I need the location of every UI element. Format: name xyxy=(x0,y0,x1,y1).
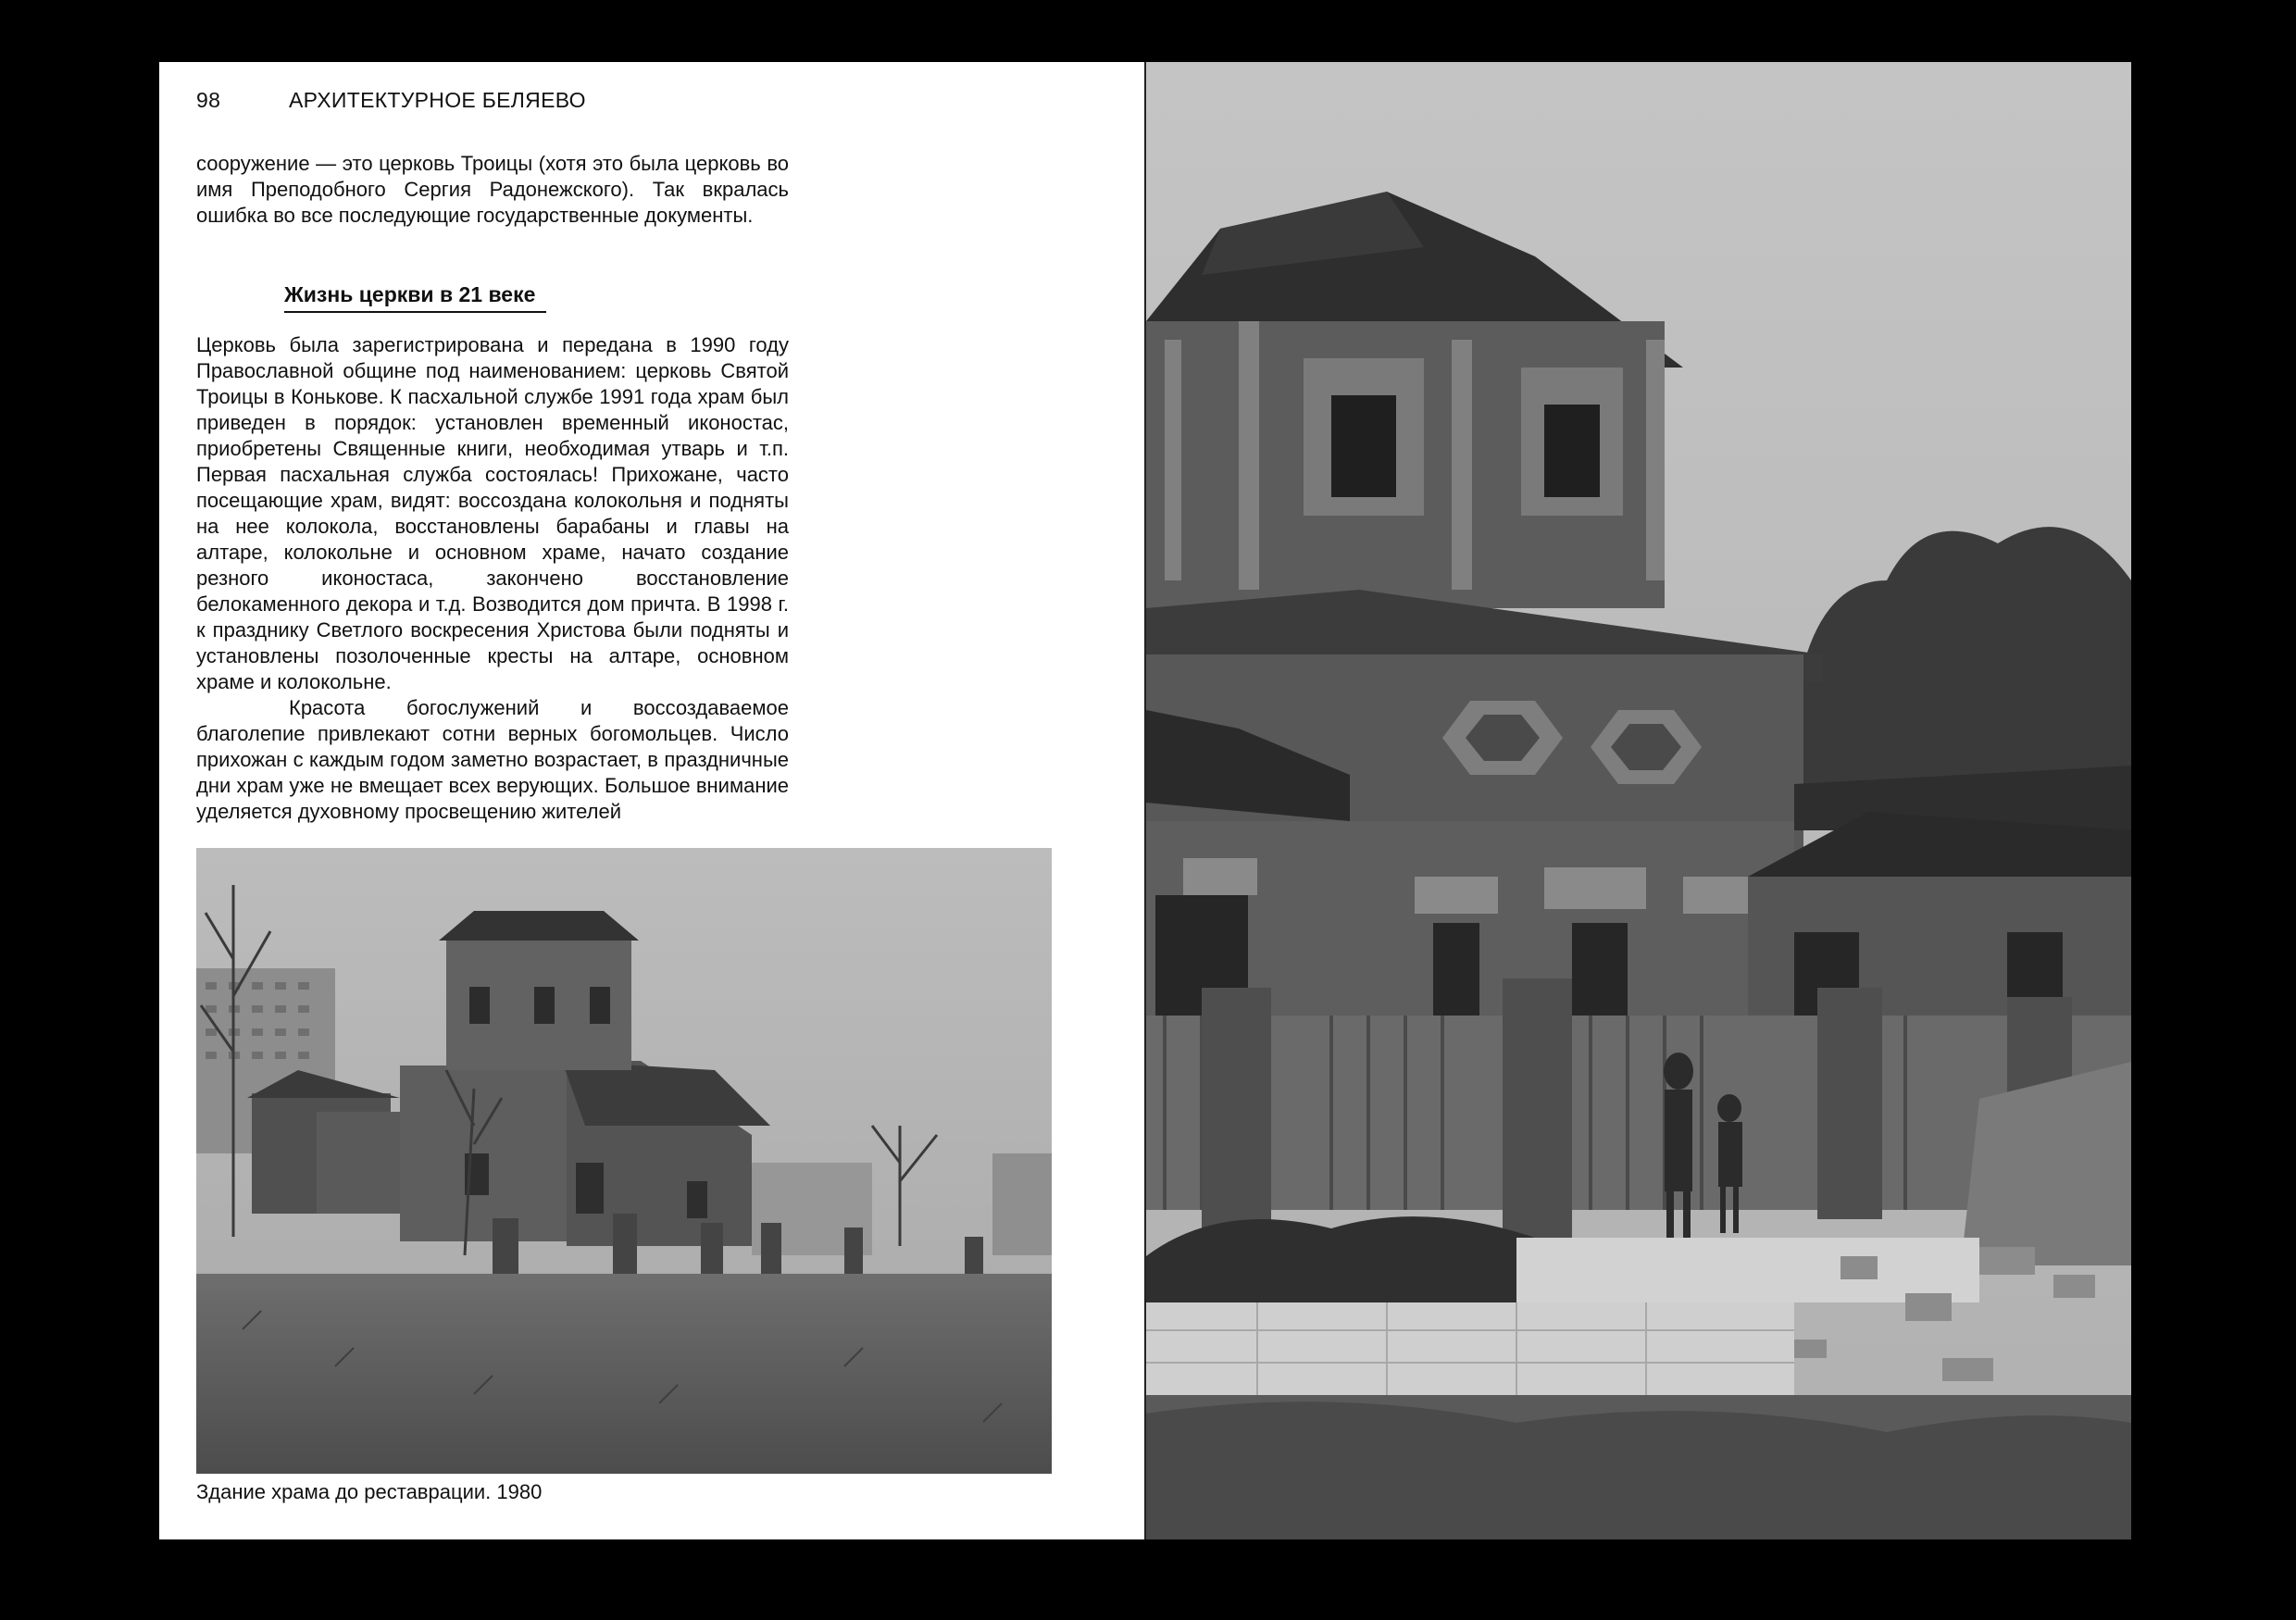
running-title: АРХИТЕКТУРНОЕ БЕЛЯЕВО xyxy=(289,88,586,112)
church-photo-illustration xyxy=(196,848,1052,1474)
continuation-paragraph: сооружение — это церковь Троицы (хотя это была церковь во имя Преподобного Сергия Радонежского). Так вкралась ошибка во все последующие государственные документы. xyxy=(196,152,789,227)
church-closeup-illustration xyxy=(1146,62,2131,1539)
body-paragraph-1: Церковь была зарегистрирована и передана в 1990 году Православной общине под наименованием: церковь Святой Троицы в Конькове. К пасхальной службе 1991 года храм был приведен в порядок: установлен временный иконостас, приобретены Священные книги, необходимая утварь и т.п. Первая пасхальная служба состоялась! Прихожане, часто посещающие храм, видят: воссоздана колокольня и подняты на нее колокола, восстановлены барабаны и главы на алтаре, колокольне и основном храме, начато создание резного иконостаса, закончено восстановление белокаменного декора и т.д. Возводится дом причта. В 1998 г. к празднику Светлого воскресения Христова были подняты и установлены позолоченные кресты на алтаре, основном храме и колокольне. xyxy=(196,333,789,693)
body-text-block xyxy=(196,332,789,825)
continuation-text-block xyxy=(196,151,789,229)
left-page xyxy=(159,62,1144,1539)
section-heading: Жизнь церкви в 21 веке xyxy=(284,282,546,313)
photo-caption: Здание храма до реставрации. 1980 xyxy=(196,1480,543,1503)
page-number: 98 xyxy=(196,88,221,112)
body-paragraph-2: Красота богослужений и воссоздаваемое благолепие привлекают сотни верных богомольцев. Число прихожан с каждым годом заметно возрастает, в праздничные дни храм уже не вмещает всех верующих. Большое внимание уделяется духовному просвещению жителей xyxy=(196,696,789,823)
church-photo-1980 xyxy=(196,848,1052,1474)
church-photo-fullpage xyxy=(1146,62,2131,1539)
